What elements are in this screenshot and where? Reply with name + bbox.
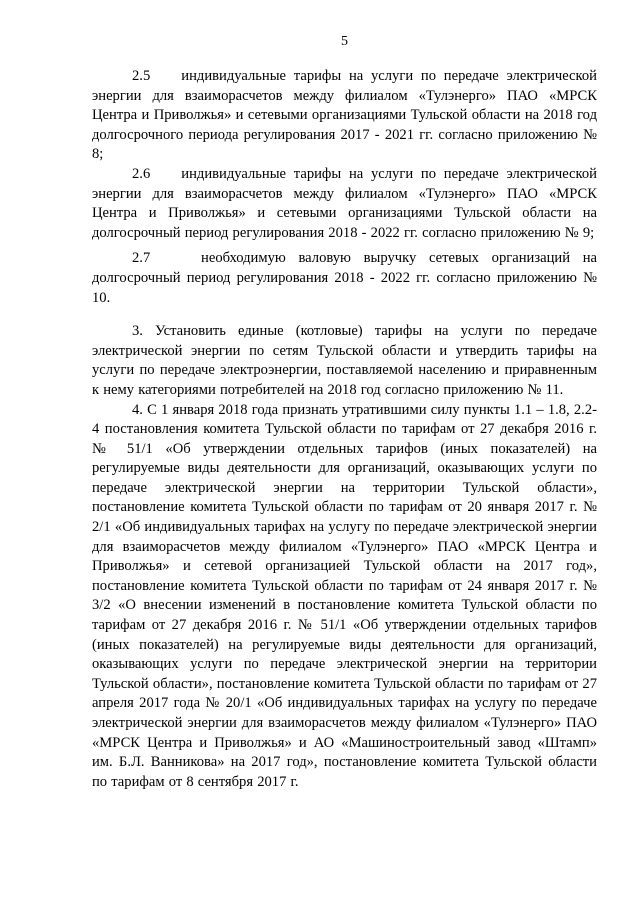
paragraph-2-5: 2.5 индивидуальные тарифы на услуги по передаче электрической энергии для взаиморасчетов между филиалом «Тулэнерго» ПАО «МРСК Центра и Приволжья» и сетевыми организациями Тульской области на 2018 год долгосрочного периода регулирования 2017 - 2021 гг. согласно приложению № 8; — [92, 68, 597, 163]
page-number: 5 — [341, 34, 348, 49]
paragraph-3: 3. Установить единые (котловые) тарифы на услуги по передаче электрической энергии по сетям Тульской области и утвердить тарифы на услуги по передаче электроэнергии, поставляемой населению и приравненным к нему категориями потребителей на 2018 год согласно приложению № 11. — [92, 323, 597, 398]
document-page — [92, 34, 597, 792]
paragraph-2-7: 2.7 необходимую валовую выручку сетевых организаций на долгосрочный период регулирования 2018 - 2022 гг. согласно приложению № 10. — [92, 250, 597, 306]
paragraph-4: 4. С 1 января 2018 года признать утратившими силу пункты 1.1 – 1.8, 2.2-4 постановления комитета Тульской области по тарифам от 27 декабря 2016 г. № 51/1 «Об утверждении отдельных тарифов (иных показателей) на регулируемые виды деятельности для организаций, оказывающих услуги по передаче электрической энергии на территории Тульской области», постановление комитета Тульской области по тарифам от 20 января 2017 г. № 2/1 «Об индивидуальных тарифах на услугу по передаче электрической энергии для взаиморасчетов между филиалом «Тулэнерго» ПАО «МРСК Центра и Приволжья» и сетевой организацией Тульской области на 2017 год», постановление комитета Тульской области по тарифам от 24 января 2017 г. № 3/2 «О внесении изменений в постановление комитета Тульской области по тарифам от 27 декабря 2016 г. № 51/1 «Об утверждении отдельных тарифов (иных показателей) на регулируемые виды деятельности для организаций, оказывающих услуги по передаче электрической энергии на территории Тульской области», постановление комитета Тульской области по тарифам от 27 апреля 2017 года № 20/1 «Об индивидуальных тарифах на услугу по передаче электрической энергии для взаиморасчетов между филиалом «Тулэнерго» ПАО «МРСК Центра и Приволжья» и АО «Машиностроительный завод «Штамп» им. Б.Л. Ванникова» на 2017 год», постановление комитета Тульской области по тарифам от 8 сентября 2017 г. — [92, 401, 597, 790]
paragraph-2-6: 2.6 индивидуальные тарифы на услуги по передаче электрической энергии для взаиморасчетов между филиалом «Тулэнерго» ПАО «МРСК Центра и Приволжья» и сетевыми организациями Тульской области на долгосрочный период регулирования 2018 - 2022 гг. согласно приложению № 9; — [92, 165, 597, 241]
